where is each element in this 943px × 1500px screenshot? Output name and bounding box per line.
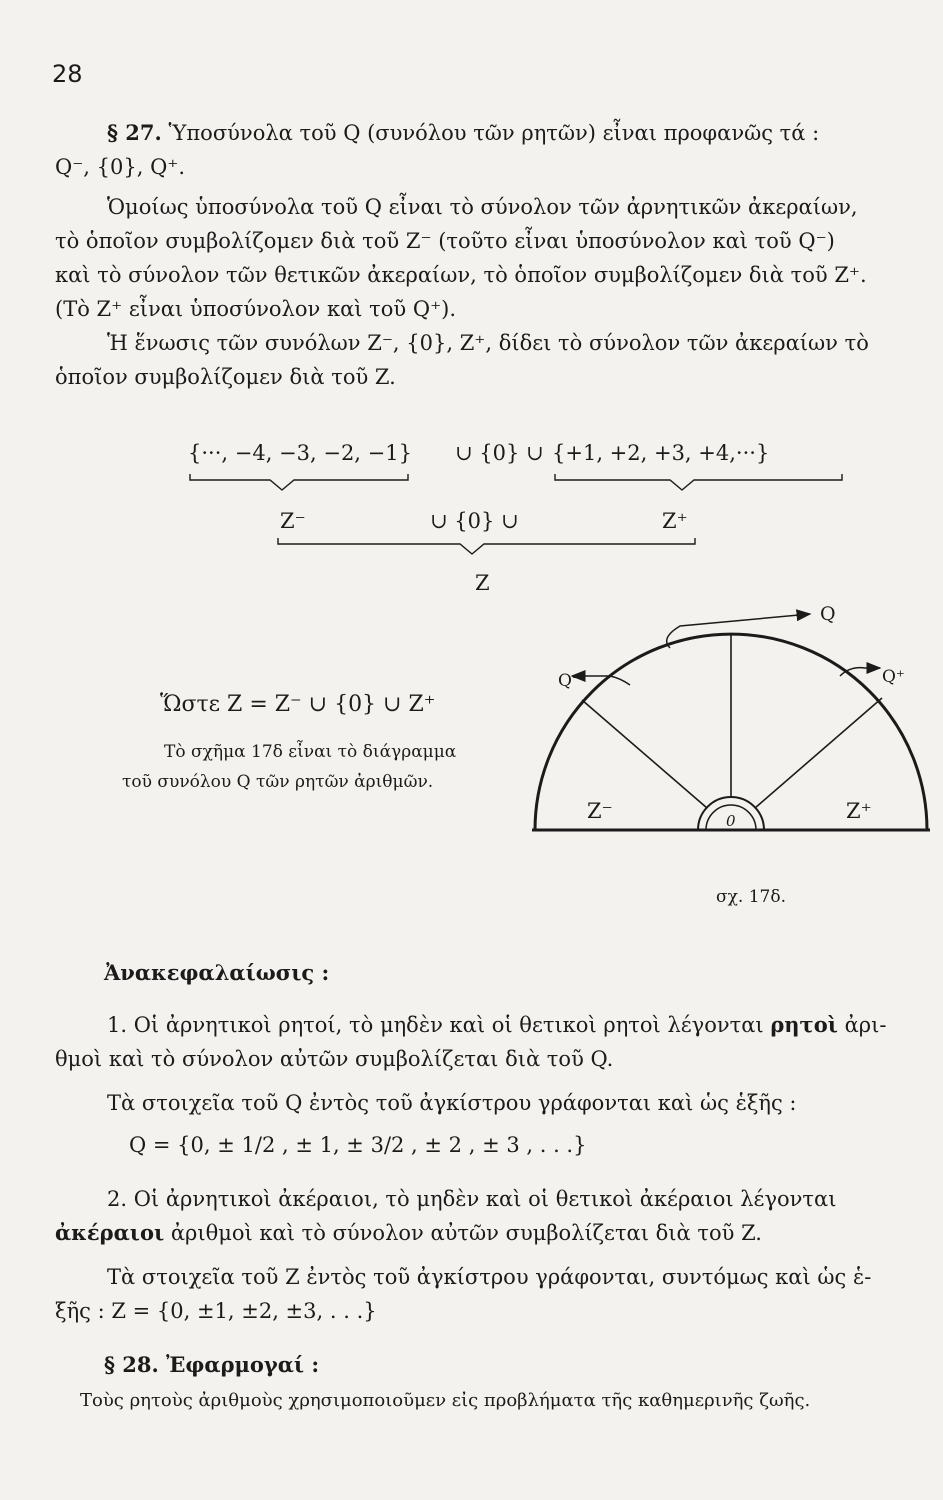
item1-line2: θμοὶ καὶ τὸ σύνολον αὐτῶν συμβολίζεται διὰ τοῦ Q. (55, 1047, 614, 1071)
label-q-minus: Q⁻ (558, 671, 581, 691)
para2-line2: τὸ ὁποῖον συμβολίζομεν διὰ τοῦ Z⁻ (τοῦτο εἶναι ὑποσύνολον καὶ τοῦ Q⁻) (55, 229, 835, 253)
label-q-plus: Q⁺ (882, 667, 905, 687)
para3-line2: ὁποῖον συμβολίζομεν διὰ τοῦ Z. (55, 365, 396, 389)
z-minus-label: Z⁻ (280, 509, 306, 533)
right-divider (755, 698, 882, 808)
item1-bold-term: ρητοὶ (770, 1012, 838, 1037)
item1-line1-post: ἀρι- (844, 1013, 887, 1037)
positive-integers-set: {+1, +2, +3, +4,···} (552, 441, 770, 465)
z-plus-label: Z⁺ (662, 509, 688, 533)
item2-line3: Τὰ στοιχεῖα τοῦ Z ἐντὸς τοῦ ἀγκίστρου γράφονται, συντόμως καὶ ὡς ἑ- (107, 1265, 872, 1289)
paragraph-union (55, 326, 933, 394)
para2-line1: Ὁμοίως ὑποσύνολα τοῦ Q εἶναι τὸ σύνολον τῶν ἀρνητικῶν ἀκεραίων, (107, 195, 858, 219)
negative-integers-set: {···, −4, −3, −2, −1} (188, 441, 412, 465)
section-27-intro (55, 116, 933, 184)
summary-item-2 (55, 1182, 933, 1328)
page-number: 28 (52, 60, 83, 88)
label-zero: 0 (726, 812, 736, 830)
label-z-plus: Z⁺ (846, 799, 872, 823)
item2-line1: 2. Οἱ ἀρνητικοὶ ἀκέραιοι, τὸ μηδὲν καὶ οἱ θετικοὶ ἀκέραιοι λέγονται (107, 1187, 837, 1211)
section-28-heading: § 28. Ἐφαρμογαί : (104, 1352, 320, 1377)
para2-line3: καὶ τὸ σύνολον τῶν θετικῶν ἀκεραίων, τὸ ὁποῖον συμβολίζομεν διὰ τοῦ Z⁺. (55, 263, 867, 287)
q-plus-arrow (840, 668, 880, 676)
section-27-line1: Ὑποσύνολα τοῦ Q (συνόλου τῶν ρητῶν) εἶναι προφανῶς τά : (168, 121, 820, 145)
item2-bold-term: ἀκέραιοι (55, 1220, 165, 1245)
label-z-minus: Z⁻ (587, 799, 613, 823)
caption-line2: τοῦ συνόλου Q τῶν ρητῶν ἀριθμῶν. (122, 772, 434, 792)
left-divider (582, 700, 707, 808)
item1-line1-pre: 1. Οἱ ἀρνητικοὶ ρητοί, τὸ μηδὲν καὶ οἱ θετικοὶ ρητοὶ λέγονται (107, 1013, 764, 1037)
pos-underbrace (555, 474, 842, 490)
item2-line4: ξῆς : Z = {0, ±1, ±2, ±3, . . .} (55, 1299, 377, 1323)
section-28-text: Τοὺς ρητοὺς ἀριθμοὺς χρησιμοποιοῦμεν εἰς προβλήματα τῆς καθημερινῆς ζωῆς. (80, 1390, 811, 1411)
union-zero-1: ∪ {0} ∪ (455, 441, 544, 465)
total-underbrace (278, 538, 695, 554)
figure-caption: σχ. 17δ. (716, 887, 786, 907)
union-brace-diagram (170, 430, 850, 600)
neg-underbrace (190, 474, 408, 490)
label-q: Q (820, 603, 836, 625)
rationals-diagram (520, 600, 940, 910)
para2-line4: (Τὸ Z⁺ εἶναι ὑποσύνολον καὶ τοῦ Q⁺). (55, 297, 457, 321)
summary-item-1 (55, 1008, 933, 1162)
paragraph-subsets (55, 190, 933, 326)
item2-line2-post: ἀριθμοὶ καὶ τὸ σύνολον αὐτῶν συμβολίζεται διὰ τοῦ Z. (170, 1221, 762, 1245)
union-zero-2: ∪ {0} ∪ (430, 509, 519, 533)
z-label: Z (475, 571, 490, 595)
section-27-number: § 27. (107, 120, 162, 145)
conclusion-formula: Ὥστε Z = Z⁻ ∪ {0} ∪ Z⁺ (160, 692, 436, 717)
caption-line1: Τὸ σχῆμα 17δ εἶναι τὸ διάγραμμα (164, 742, 457, 762)
item1-line3: Τὰ στοιχεῖα τοῦ Q ἐντὸς τοῦ ἀγκίστρου γράφονται καὶ ὡς ἑξῆς : (107, 1091, 797, 1115)
para3-line1: Ἡ ἕνωσις τῶν συνόλων Z⁻, {0}, Z⁺, δίδει τὸ σύνολον τῶν ἀκεραίων τὸ (107, 331, 869, 355)
q-formula: Q = {0, ± 1/2 , ± 1, ± 3/2 , ± 2 , ± 3 , . . .} (129, 1133, 587, 1157)
section-27-line2: Q⁻, {0}, Q⁺. (55, 155, 186, 179)
summary-heading: Ἀνακεφαλαίωσις : (104, 960, 330, 985)
